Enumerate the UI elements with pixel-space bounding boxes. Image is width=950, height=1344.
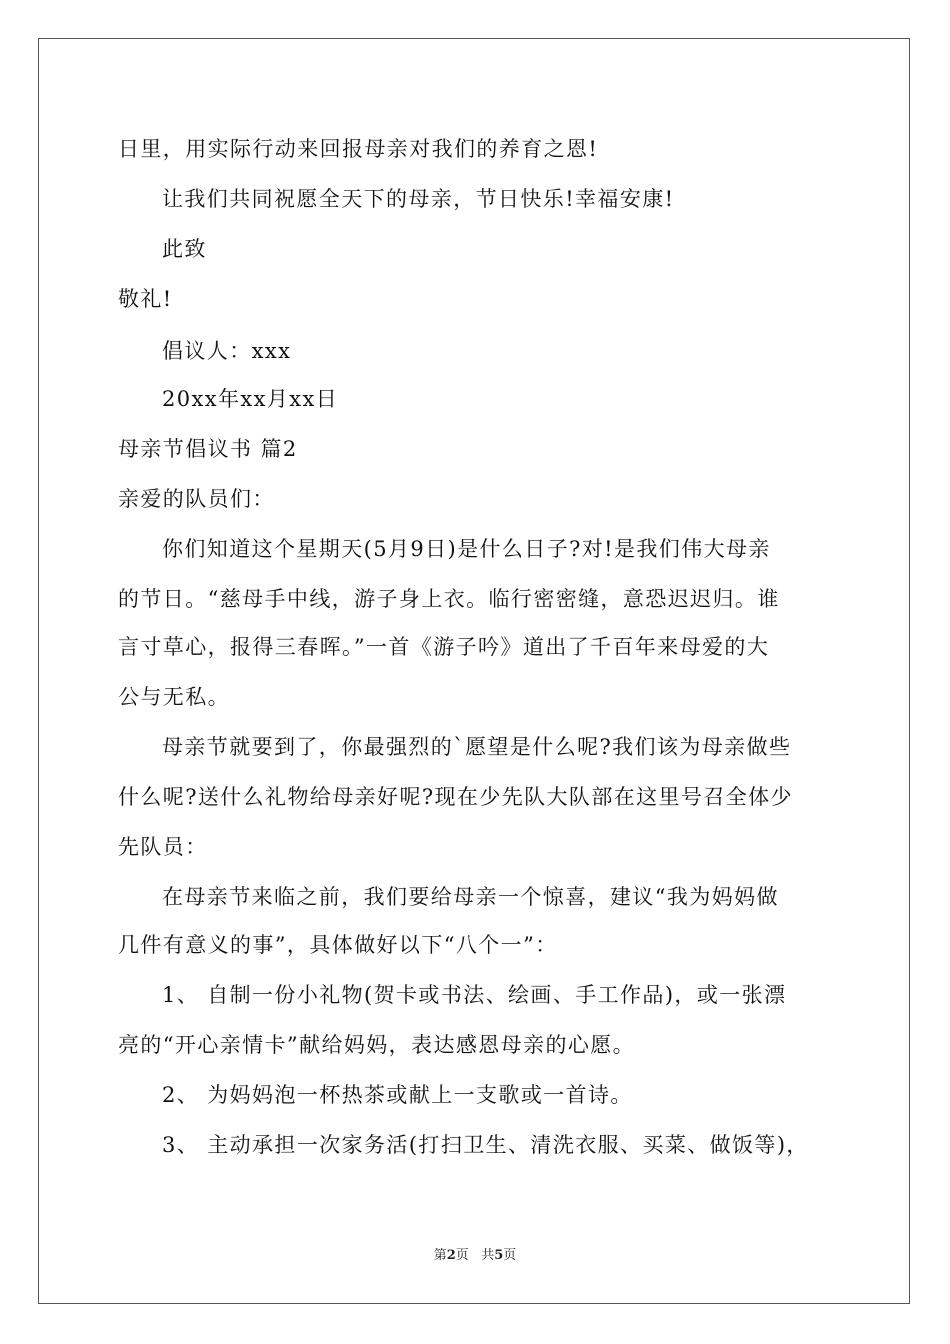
page-border — [38, 38, 910, 1304]
text-line-14: 什么呢?送什么礼物给母亲好呢?现在少先队大队部在这里号召全体少 — [118, 785, 793, 809]
list-item-1-line-2: 亮的“开心亲情卡”献给妈妈，表达感恩母亲的心愿。 — [118, 1033, 636, 1057]
footer-total-prefix: 共 — [481, 1248, 495, 1263]
page-footer — [0, 1248, 950, 1264]
closing-regards: 敬礼! — [118, 287, 173, 311]
footer-page-number: 2 — [446, 1248, 456, 1263]
signatory: 倡议人：xxx — [162, 339, 292, 363]
text-line-17: 几件有意义的事”，具体做好以下“八个一”： — [118, 933, 558, 957]
greeting: 亲爱的队员们： — [118, 487, 275, 511]
text-line-10: 的节日。“慈母手中线，游子身上衣。临行密密缝，意恐迟迟归。谁 — [118, 587, 780, 611]
date-line: 20xx年xx月xx日 — [162, 387, 339, 411]
list-item-3: 3、 主动承担一次家务活(打扫卫生、清洗衣服、买菜、做饭等)， — [162, 1133, 809, 1157]
text-line-9: 你们知道这个星期天(5月9日)是什么日子?对!是我们伟大母亲 — [162, 537, 771, 561]
footer-page-suffix: 页 — [455, 1248, 469, 1263]
text-line-11: 言寸草心，报得三春晖。”一首《游子吟》道出了千百年来母爱的大 — [118, 635, 770, 659]
text-line-12: 公与无私。 — [118, 685, 230, 709]
footer-total-suffix: 页 — [503, 1248, 517, 1263]
closing-salutation: 此致 — [162, 237, 207, 261]
text-line-2: 让我们共同祝愿全天下的母亲，节日快乐!幸福安康! — [162, 187, 675, 211]
list-item-1-line-1: 1、 自制一份小礼物(贺卡或书法、绘画、手工作品)，或一张漂 — [162, 983, 787, 1007]
footer-total-pages: 5 — [494, 1248, 504, 1263]
text-line-15: 先队员： — [118, 835, 208, 859]
text-line-1: 日里，用实际行动来回报母亲对我们的养育之恩! — [118, 137, 599, 161]
text-line-16: 在母亲节来临之前，我们要给母亲一个惊喜，建议“我为妈妈做 — [162, 885, 779, 909]
list-item-2: 2、 为妈妈泡一杯热茶或献上一支歌或一首诗。 — [162, 1083, 633, 1107]
text-line-13: 母亲节就要到了，你最强烈的`愿望是什么呢?我们该为母亲做些 — [162, 735, 792, 759]
section-heading: 母亲节倡议书 篇2 — [118, 437, 298, 461]
footer-prefix: 第 — [433, 1248, 447, 1263]
